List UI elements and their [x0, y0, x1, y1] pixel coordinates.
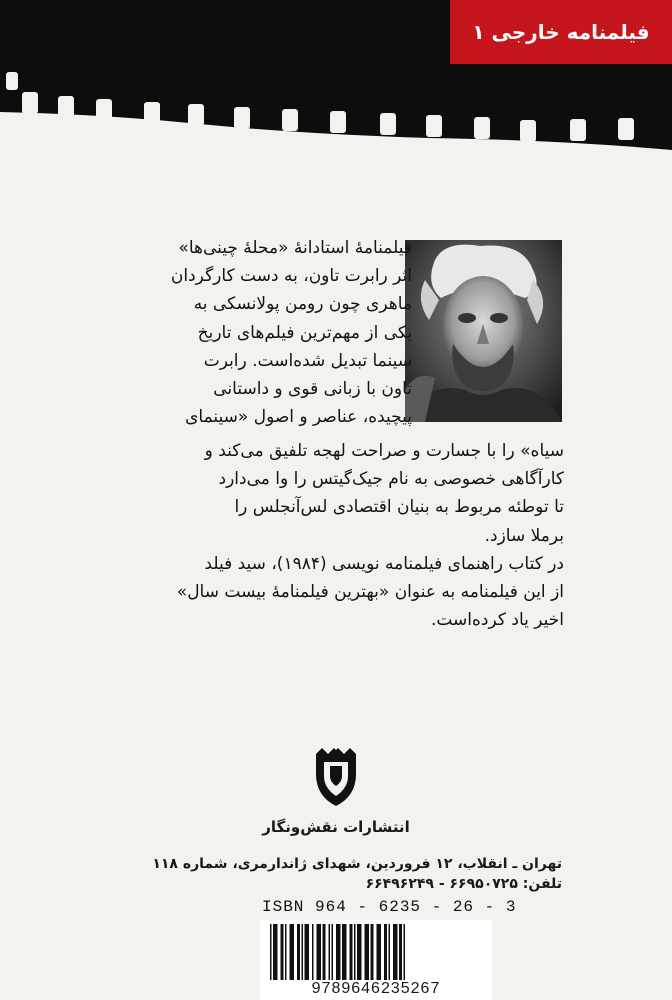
text-line: تا توطئه مربوط به بنیان اقتصادی لس‌آنجلس را — [234, 497, 564, 518]
barcode-bar — [336, 924, 341, 980]
barcode-bars — [266, 924, 486, 982]
publisher-name: انتشارات نقش‌ونگار — [262, 818, 410, 836]
description-paragraph-1 — [170, 234, 412, 431]
barcode-bar — [273, 924, 278, 980]
series-badge — [450, 0, 672, 64]
text-line: تاون با زبانی قوی و داستانی — [213, 379, 412, 400]
text-line: یکی از مهم‌ترین فیلم‌های تاریخ — [197, 322, 412, 343]
barcode-bar — [297, 924, 300, 980]
barcode-bar — [312, 924, 314, 980]
text-line: ماهری چون رومن پولانسکی به — [193, 294, 412, 315]
barcode-bar — [365, 924, 370, 980]
barcode-bar — [302, 924, 304, 980]
text-line: کارآگاهی خصوصی به نام جیک‌گیتس را وا می‌دارد — [218, 469, 564, 490]
text-line: سینما تبدیل شده‌است. رابرت — [203, 350, 412, 371]
barcode-bar — [350, 924, 353, 980]
description-paragraph-3 — [76, 550, 564, 635]
barcode-bar — [354, 924, 356, 980]
barcode-bar — [389, 924, 391, 980]
barcode-bar — [290, 924, 295, 980]
barcode-bar — [399, 924, 402, 980]
text-line: پیچیده، عناصر و اصول «سینمای — [185, 407, 412, 428]
isbn-number: ISBN 964 - 6235 - 26 - 3 — [262, 898, 517, 916]
barcode-bar — [285, 924, 287, 980]
text-line: سیاه» را با جسارت و صراحت لهجه تلفیق می‌کند و — [204, 441, 564, 461]
barcode-bar — [393, 924, 398, 980]
barcode-bar — [332, 924, 334, 980]
series-badge-label: فیلمنامه خارجی ۱ — [472, 20, 650, 44]
publisher-logo-icon — [314, 748, 358, 806]
text-line: فیلمنامهٔ استادانهٔ «محلهٔ چینی‌ها» — [178, 238, 412, 258]
barcode-bar — [377, 924, 382, 980]
barcode-bar — [270, 924, 272, 980]
barcode-bar — [404, 924, 406, 980]
barcode-bar — [281, 924, 284, 980]
description-paragraph-2 — [76, 437, 564, 550]
author-photo — [405, 240, 562, 422]
barcode-number: 9789646235267 — [260, 980, 492, 998]
publisher-address: تهران ـ انقلاب، ۱۲ فروردین، شهدای ژاندارمری، شماره ۱۱۸ — [152, 856, 562, 872]
publisher-phone: تلفن: ۶۶۹۵۰۷۲۵ - ۶۶۴۹۶۲۴۹ — [365, 876, 562, 892]
barcode-bar — [357, 924, 362, 980]
text-line: از این فیلمنامه به عنوان «بهترین فیلمنامهٔ بیست سال» — [176, 582, 564, 603]
text-line: اثر رابرت تاون، به دست کارگردان — [170, 266, 412, 287]
barcode — [260, 920, 492, 1000]
barcode-bar — [371, 924, 374, 980]
barcode-bar — [342, 924, 347, 980]
barcode-bar — [317, 924, 322, 980]
barcode-bar — [323, 924, 326, 980]
barcode-bar — [305, 924, 310, 980]
barcode-bar — [329, 924, 331, 980]
text-line: برملا سازد. — [484, 525, 564, 546]
text-line: اخیر یاد کرده‌است. — [430, 610, 564, 631]
text-line: در کتاب راهنمای فیلمنامه نویسی (۱۹۸۴)، سید فیلد — [204, 554, 564, 574]
barcode-bar — [384, 924, 387, 980]
